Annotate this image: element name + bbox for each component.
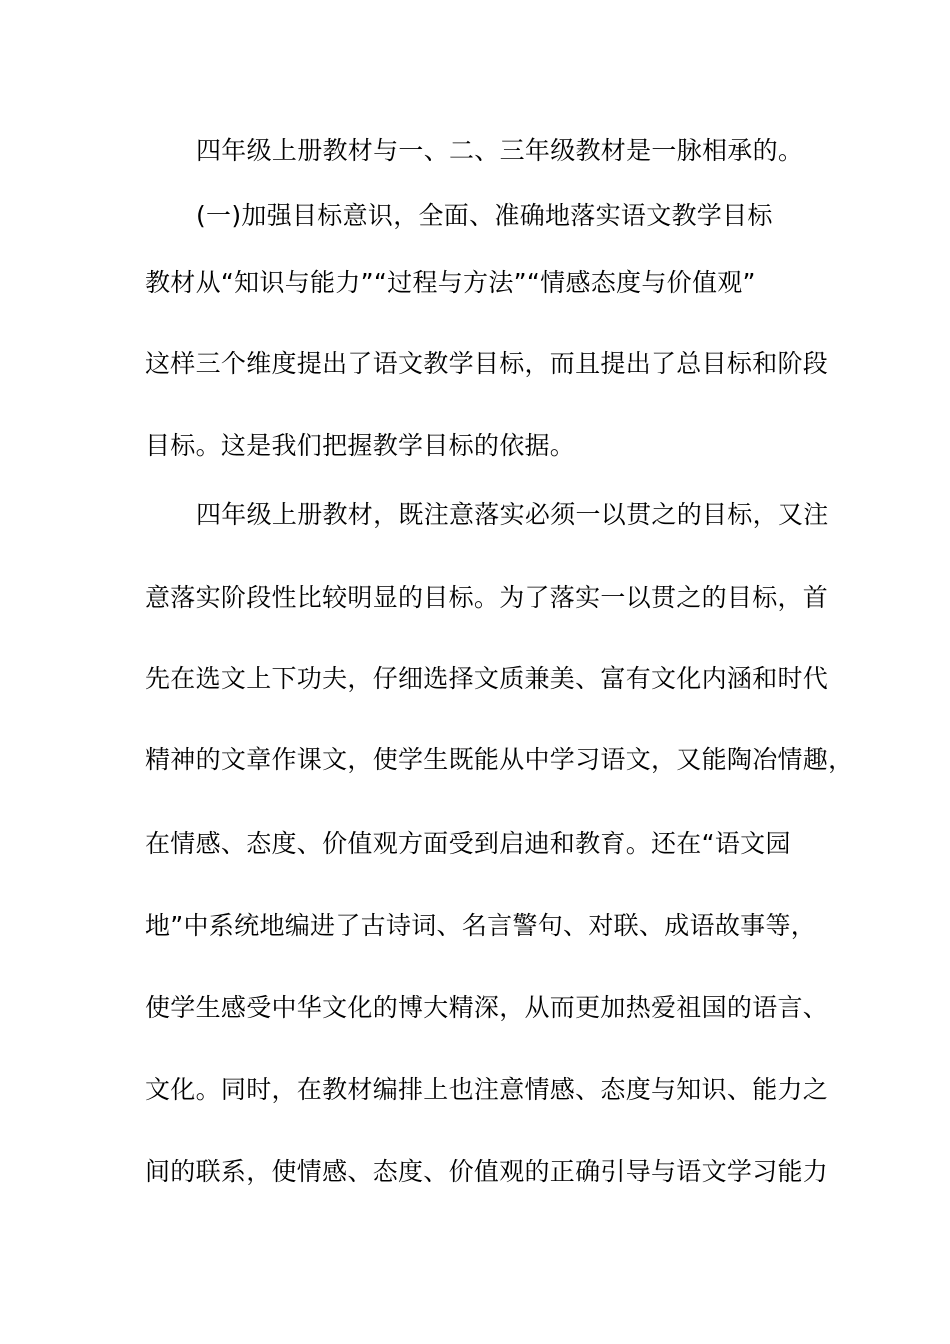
paragraph-line: 地”中系统地编进了古诗词、名言警句、对联、成语故事等，: [145, 911, 817, 940]
paragraph-line: 四年级上册教材与一、二、三年级教材是一脉相承的。: [196, 136, 804, 165]
paragraph-line: 间的联系，使情感、态度、价值观的正确引导与语文学习能力: [145, 1157, 829, 1186]
paragraph-line: 四年级上册教材，既注意落实必须一以贯之的目标，又注: [196, 500, 829, 529]
paragraph-line: 精神的文章作课文，使学生既能从中学习语文，又能陶冶情趣，: [145, 745, 854, 774]
section-heading: (一)加强目标意识，全面、准确地落实语文教学目标: [196, 201, 773, 230]
paragraph-line: 目标。这是我们把握教学目标的依据。: [145, 431, 576, 460]
paragraph-line: 先在选文上下功夫，仔细选择文质兼美、富有文化内涵和时代: [145, 664, 829, 693]
paragraph-line: 在情感、态度、价值观方面受到启迪和教育。还在“语文园: [145, 829, 791, 858]
paragraph-line: 文化。同时，在教材编排上也注意情感、态度与知识、能力之: [145, 1075, 829, 1104]
paragraph-line: 这样三个维度提出了语文教学目标，而且提出了总目标和阶段: [145, 349, 829, 378]
paragraph-line: 使学生感受中华文化的博大精深，从而更加热爱祖国的语言、: [145, 993, 829, 1022]
paragraph-line: 教材从“知识与能力”“过程与方法”“情感态度与价值观”: [145, 268, 756, 297]
paragraph-line: 意落实阶段性比较明显的目标。为了落实一以贯之的目标，首: [145, 583, 829, 612]
